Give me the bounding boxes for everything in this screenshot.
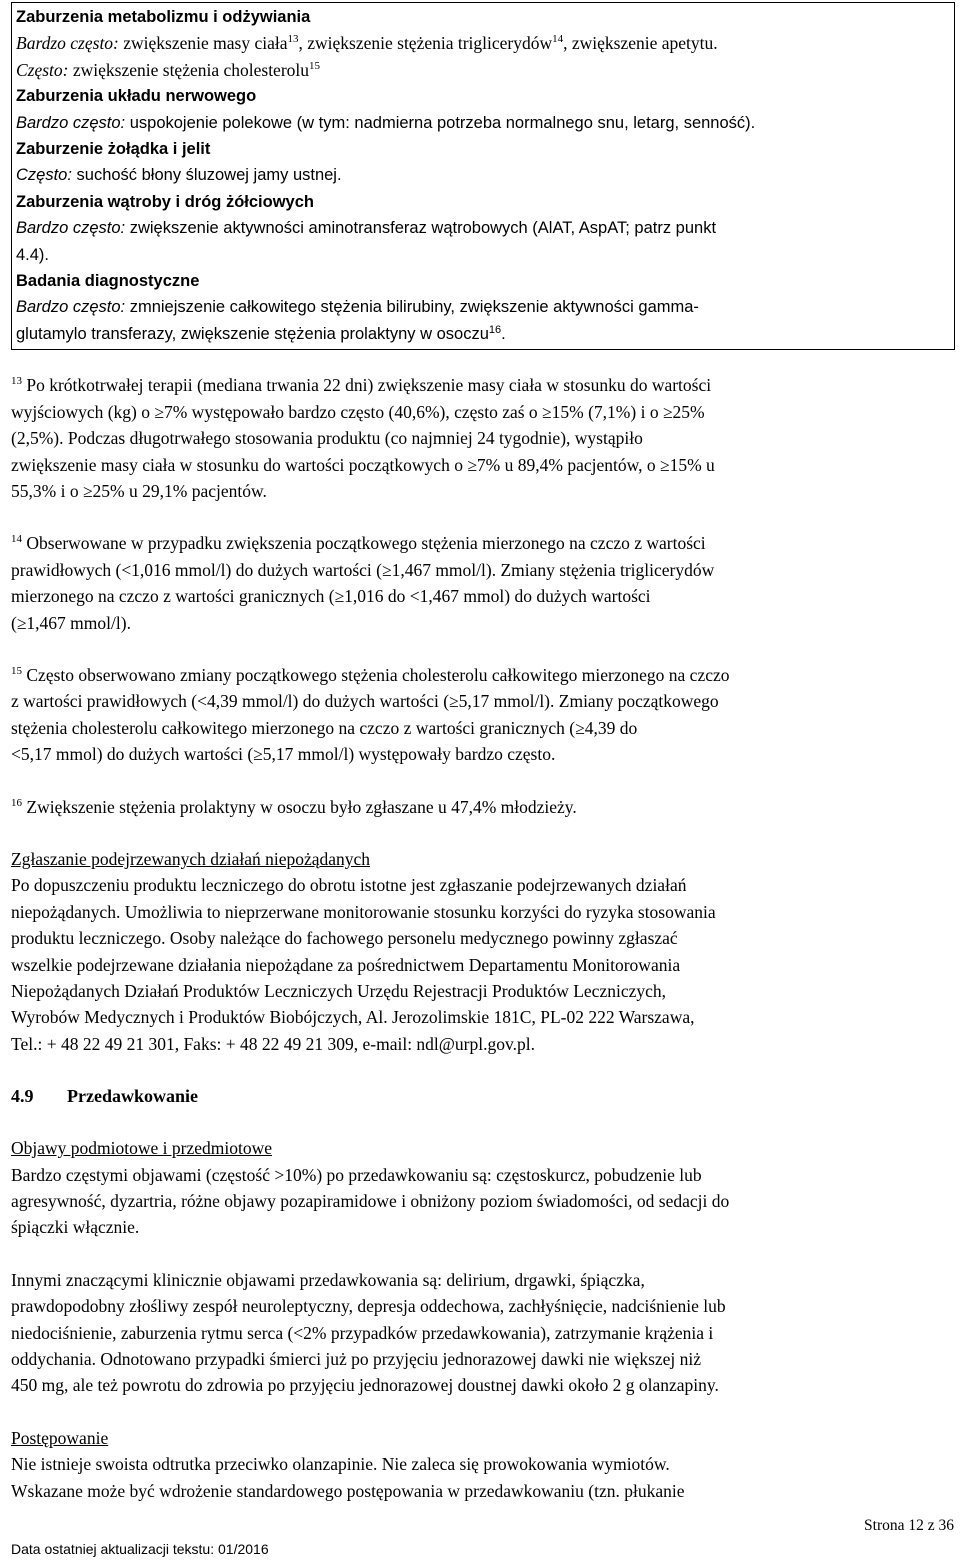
table-row: 4.4).: [16, 245, 50, 264]
overdose-other-symptoms: Innymi znaczącymi klinicznie objawami przedawkowania są: delirium, drgawki, śpiączka, prawdopodobny złośliwy zespół neuroleptyczny, depresja oddechowa, zachłyśnięcie, nadciśnienie lub niedociśnienie, zaburzenia rytmu serca (<2% przypadków przedawkowania), zatrzymanie krążenia i oddychania. Odnotowano przypadki śmierci już po przyjęciu jednorazowej dawki nie większej niż 450 mg, ale też powrotu do zdrowia po przyjęciu jednorazowej doustnej dawki około 2 g olanzapiny.: [11, 1269, 726, 1396]
footnote-15: $^{15}$ Często obserwowano zmiany początkowego stężenia cholesterolu całkowitego mierzonego na czczo z wartości prawidłowych (<4,39 mmol/l) do dużych wartości (≥5,17 mmol/l). Zmiany początkowego stężenia cholesterolu całkowitego mierzonego na czczo z wartości granicznych (≥4,39 do <5,17 mmol) do dużych wartości (≥5,17 mmol/l) występowały bardzo często.: [11, 664, 730, 765]
reporting-section: Zgłaszanie podejrzewanych działań niepożądanych Po dopuszczeniu produktu leczniczego do obrotu istotne jest zgłaszanie podejrzewanych działań niepożądanych. Umożliwia to nieprzerwane monitorowanie stosunku korzyści do ryzyka stosowania produktu leczniczego. Osoby należące do fachowego personelu medycznego powinny zgłaszać wszelkie podejrzewane działania niepożądane za pośrednictwem Departamentu Monitorowania Niepożądanych Działań Produktów Leczniczych Urzędu Rejestracji Produktów Leczniczych, Wyrobów Medycznych i Produktów Biobójczych, Al. Jerozolimskie 181C, PL-02 222 Warszawa, Tel.: + 48 22 49 21 301, Faks: + 48 22 49 21 309, e-mail: ndl@urpl.gov.pl.: [11, 846, 955, 1057]
footnote-13: $^{13}$ Po krótkotrwałej terapii (mediana trwania 22 dni) zwiększenie masy ciała w stosunku do wartości wyjściowych (kg) o ≥7% występowało bardzo często (40,6%), często zaś o ≥15% (7,1%) i o ≥25% (2,5%). Podczas długotrwałego stosowania produktu (co najmniej 24 tygodnie), wystąpiło zwiększenie masy ciała w stosunku do wartości początkowych o ≥7% u 89,4% pacjentów, o ≥15% u 55,3% i o ≥25% u 29,1% pacjentów.: [11, 375, 715, 501]
table-row: Bardzo często: uspokojenie polekowe (w tym: nadmierna potrzeba normalnego snu, letarg, senność).: [16, 113, 756, 132]
overdose-management: Postępowanie Nie istnieje swoista odtrutka przeciwko olanzapinie. Nie zaleca się prowokowania wymiotów. Wskazane może być wdrożenie standardowego postępowania w przedawkowaniu (tzn. płukanie: [11, 1425, 955, 1504]
subheading-management: Postępowanie: [11, 1427, 109, 1448]
section-heading: Zaburzenie żołądka i jelit: [16, 140, 211, 159]
reporting-title: Zgłaszanie podejrzewanych działań niepożądanych: [11, 848, 371, 869]
table-row: Bardzo często: zwiększenie masy ciała$^{13}$, zwiększenie stężenia triglicerydów$^{14}$, zwiększenie apetytu.: [16, 33, 718, 54]
table-row: Często: suchość błony śluzowej jamy ustnej.: [16, 166, 342, 185]
footnote-16: $^{16}$ Zwiększenie stężenia prolaktyny w osoczu było zgłaszane u 47,4% młodzieży.: [11, 796, 577, 817]
table-row: Często: zwiększenie stężenia cholesterolu$^{15}$: [16, 59, 321, 80]
page-number: Strona 12 z 36: [864, 1517, 954, 1534]
section-heading: Zaburzenia układu nerwowego: [16, 87, 257, 106]
document-page: [11, 2, 955, 1504]
overdose-symptoms: Objawy podmiotowe i przedmiotowe Bardzo częstymi objawami (częstość >10%) po przedawkowaniu są: częstoskurcz, pobudzenie lub agresywność, dyzartria, różne objawy pozapiramidowe i obniżony poziom świadomości, od sedacji do śpiączki włącznie.: [11, 1135, 955, 1241]
section-heading: Zaburzenia metabolizmu i odżywiania: [16, 8, 311, 26]
section-heading: Zaburzenia wątroby i dróg żółciowych: [16, 192, 314, 211]
subheading-symptoms: Objawy podmiotowe i przedmiotowe: [11, 1138, 272, 1159]
last-updated: Data ostatniej aktualizacji tekstu: 01/2016: [11, 1541, 269, 1557]
footnote-14: $^{14}$ Obserwowane w przypadku zwiększenia początkowego stężenia mierzonego na czczo z wartości prawidłowych (<1,016 mmol/l) do dużych wartości (≥1,467 mmol/l). Zmiany stężenia triglicerydów mierzonego na czczo z wartości granicznych (≥1,016 do <1,467 mmol) do dużych wartości (≥1,467 mmol/l).: [11, 533, 715, 633]
table-row: glutamylo transferazy, zwiększenie stężenia prolaktyny w osoczu$^{16}$.: [16, 323, 506, 343]
adverse-effects-table: [11, 2, 955, 350]
section-title-overdose: 4.9 Przedawkowanie: [11, 1086, 198, 1107]
section-heading: Badania diagnostyczne: [16, 272, 200, 291]
table-row: Bardzo często: zwiększenie aktywności aminotransferaz wątrobowych (AlAT, AspAT; patrz punkt: [16, 219, 717, 238]
table-row: Bardzo często: zmniejszenie całkowitego stężenia bilirubiny, zwiększenie aktywności gamma-: [16, 298, 699, 317]
footnotes: [11, 372, 955, 820]
